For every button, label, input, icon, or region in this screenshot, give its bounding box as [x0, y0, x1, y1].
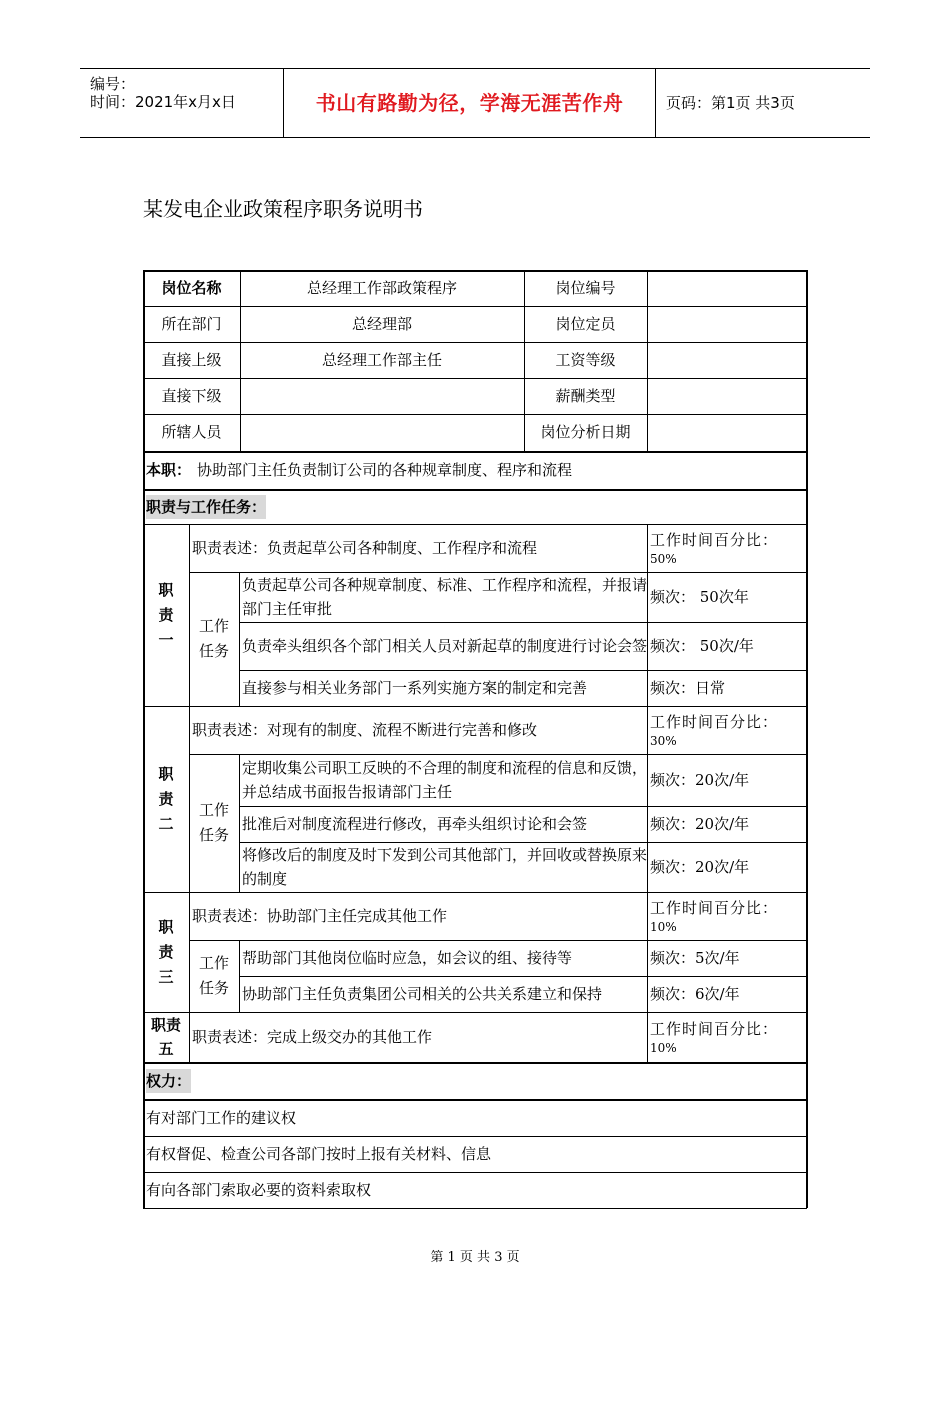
duty-1-name-text: 职责一 — [158, 580, 174, 649]
duty-2-task-label — [189, 754, 239, 892]
duty-2-percent-value: 30% — [650, 734, 677, 748]
value-pay-type — [647, 378, 807, 414]
power-heading-text: 权力： — [146, 1069, 191, 1093]
duty-3-task-1: 帮助部门其他岗位临时应急，如会议的组、接待等 — [242, 949, 573, 967]
duty-1-task-label-text: 工作任务 — [198, 617, 229, 660]
duty-1-task-3-freq: 频次：日常 — [650, 679, 726, 697]
label-position-name: 岗位名称 — [161, 279, 222, 297]
value-department: 总经理部 — [351, 315, 412, 333]
label-department: 所在部门 — [161, 315, 222, 333]
grid-line — [143, 1208, 807, 1209]
duty-2-task-2: 批准后对制度流程进行修改，再牵头组织讨论和会签 — [242, 815, 588, 833]
duty-1-percent-value: 50% — [650, 552, 677, 566]
duty-3-statement: 职责表述：协助部门主任完成其他工作 — [192, 907, 448, 925]
duty-2-name-text: 职责二 — [158, 764, 174, 833]
duty-2-percent — [647, 706, 807, 754]
duty-5-statement: 职责表述：完成上级交办的其他工作 — [192, 1028, 433, 1046]
value-superior: 总经理工作部主任 — [321, 351, 442, 369]
duty-3-percent-label: 工作时间百分比： — [650, 899, 779, 917]
header-meta — [80, 69, 283, 137]
duty-2-name — [143, 706, 189, 892]
summary-text: 协助部门主任负责制订公司的各种规章制度、程序和流程 — [197, 461, 573, 479]
value-analysis-date — [647, 414, 807, 450]
page-header — [80, 68, 870, 138]
duty-2-task-2-freq: 频次：20次/年 — [650, 815, 750, 833]
summary-row — [143, 452, 807, 488]
duty-3-task-1-freq: 频次：5次/年 — [650, 949, 740, 967]
duty-1-task-3: 直接参与相关业务部门一系列实施方案的制定和完善 — [242, 679, 588, 697]
duty-2-percent-label: 工作时间百分比： — [650, 713, 779, 731]
duty-5-name-text: 职责五 — [150, 1016, 181, 1058]
duty-3-task-2-freq: 频次：6次/年 — [650, 985, 740, 1003]
duty-1-percent-label: 工作时间百分比： — [650, 531, 779, 549]
label-salary-grade: 工资等级 — [555, 351, 616, 369]
duty-2-statement: 职责表述：对现有的制度、流程不断进行完善和修改 — [192, 721, 538, 739]
label-position-code: 岗位编号 — [555, 279, 616, 297]
header-number: 编号： — [90, 75, 136, 93]
duty-5-name — [143, 1012, 189, 1062]
power-item-3: 有向各部门索取必要的资料索取权 — [146, 1181, 372, 1199]
label-pay-type: 薪酬类型 — [555, 387, 616, 405]
label-staff: 所辖人员 — [161, 423, 222, 441]
duty-2-task-1: 定期收集公司职工反映的不合理的制度和流程的信息和反馈，并总结成书面报告报请部门主任 — [242, 759, 648, 801]
header-date: 时间：2021年x月x日 — [90, 93, 236, 111]
duty-3-name — [143, 892, 189, 1012]
duty-2-task-label-text: 工作任务 — [198, 801, 229, 844]
duty-3-percent-value: 10% — [650, 920, 677, 934]
duty-5-percent-label: 工作时间百分比： — [650, 1020, 779, 1038]
value-headcount — [647, 306, 807, 342]
duty-5-percent-value: 10% — [650, 1041, 677, 1055]
value-position-name: 总经理工作部政策程序 — [306, 279, 457, 297]
page-footer: 第 1 页 共 3 页 — [430, 1250, 520, 1265]
power-item-1: 有对部门工作的建议权 — [146, 1109, 297, 1127]
duty-1-task-label — [189, 572, 239, 706]
duty-1-name — [143, 524, 189, 706]
duty-1-task-1-freq: 频次： 50次年 — [650, 588, 749, 606]
duty-5-percent — [647, 1012, 807, 1062]
duty-3-task-2: 协助部门主任负责集团公司相关的公共关系建立和保持 — [242, 985, 603, 1003]
document-title: 某发电企业政策程序职务说明书 — [143, 197, 423, 221]
duty-1-statement: 职责表述：负责起草公司各种制度、工作程序和流程 — [192, 539, 538, 557]
duty-1-task-2-freq: 频次： 50次/年 — [650, 637, 754, 655]
duty-2-task-1-freq: 频次：20次/年 — [650, 771, 750, 789]
duty-1-task-1: 负责起草公司各种规章制度、标准、工作程序和流程，并报请部门主任审批 — [242, 576, 648, 618]
power-heading — [143, 1064, 807, 1098]
duty-1-percent — [647, 524, 807, 572]
duty-1-task-2: 负责牵头组织各个部门相关人员对新起草的制度进行讨论会签 — [242, 637, 648, 655]
label-superior: 直接上级 — [161, 351, 222, 369]
duty-3-task-label-text: 工作任务 — [198, 954, 229, 997]
label-subordinate: 直接下级 — [161, 387, 222, 405]
job-description-table — [143, 270, 807, 1408]
value-staff — [240, 414, 524, 450]
header-divider — [655, 69, 656, 137]
duty-3-percent — [647, 892, 807, 940]
duty-2-task-3-freq: 频次：20次/年 — [650, 858, 750, 876]
header-motto: 书山有路勤为径，学海无涯苦作舟 — [315, 91, 624, 115]
label-analysis-date: 岗位分析日期 — [540, 423, 631, 441]
duty-3-name-text: 职责三 — [158, 917, 174, 986]
header-page-number: 页码：第1页 共3页 — [666, 94, 795, 112]
duty-3-task-label — [189, 940, 239, 1012]
value-subordinate — [240, 378, 524, 414]
duty-2-task-3: 将修改后的制度及时下发到公司其他部门，并回收或替换原来的制度 — [242, 846, 648, 888]
value-position-code — [647, 270, 807, 306]
duties-heading-text: 职责与工作任务： — [146, 495, 266, 519]
value-salary-grade — [647, 342, 807, 378]
power-item-2: 有权督促、检查公司各部门按时上报有关材料、信息 — [146, 1145, 492, 1163]
label-headcount: 岗位定员 — [555, 315, 616, 333]
summary-label: 本职： — [146, 461, 192, 479]
duties-heading — [143, 490, 807, 524]
